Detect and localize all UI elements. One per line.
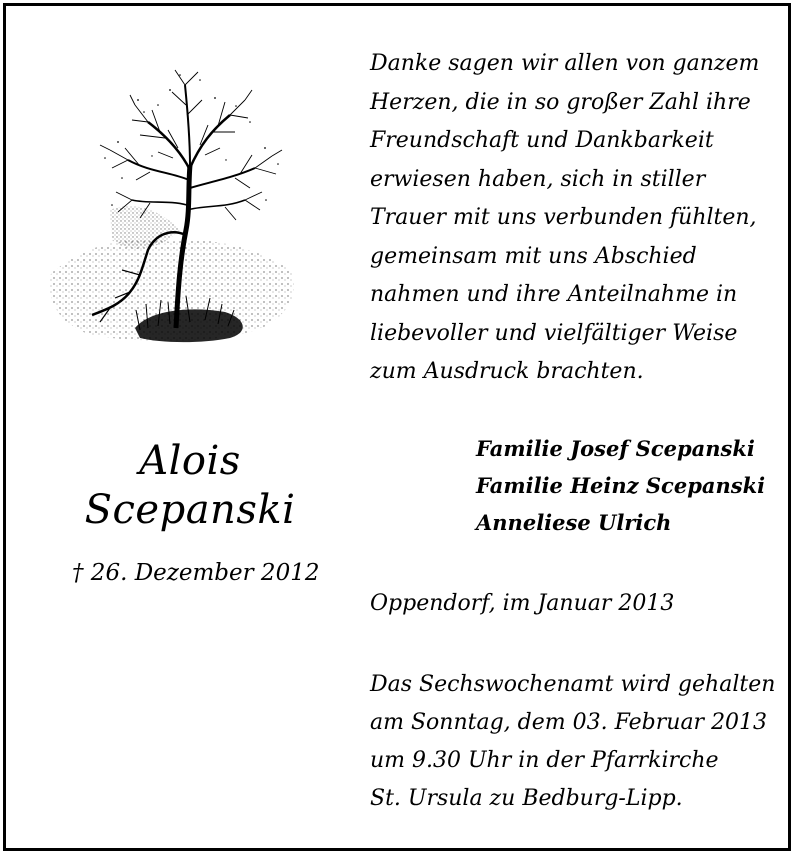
thanks-line: Herzen, die in so großer Zahl ihre: [370, 89, 751, 115]
death-date: † 26. Dezember 2012: [72, 560, 320, 586]
tree-illustration: [40, 60, 320, 360]
thanks-line: erwiesen haben, sich in stiller: [370, 166, 706, 192]
family-name: Familie Heinz Scepanski: [476, 473, 766, 498]
service-line: um 9.30 Uhr in der Pfarrkirche: [370, 748, 719, 773]
family-name: Anneliese Ulrich: [476, 510, 672, 535]
thanks-line: zum Ausdruck brachten.: [370, 359, 644, 384]
place-date: Oppendorf, im Januar 2013: [370, 591, 675, 616]
service-line: St. Ursula zu Bedburg-Lipp.: [370, 786, 683, 811]
thanks-line: Trauer mit uns verbunden fühlten,: [370, 205, 757, 230]
thanks-line: liebevoller und vielfältiger Weise: [370, 320, 738, 346]
deceased-last-name: Scepanski: [84, 487, 296, 533]
service-announcement: [370, 666, 775, 818]
family-signatures: [476, 430, 765, 541]
thanks-line: Freundschaft und Dankbarkeit: [370, 128, 714, 153]
service-line: Das Sechswochenamt wird gehalten: [370, 672, 776, 697]
thanks-text: [370, 45, 759, 392]
family-name: Familie Josef Scepanski: [476, 436, 755, 461]
thanks-line: Danke sagen wir allen von ganzem: [370, 51, 760, 76]
thanks-line: nahmen und ihre Anteilnahme in: [370, 282, 738, 307]
thanks-line: gemeinsam mit uns Abschied: [370, 243, 697, 269]
service-line: am Sonntag, dem 03. Februar 2013: [370, 710, 768, 735]
deceased-first-name: Alois: [139, 438, 241, 484]
